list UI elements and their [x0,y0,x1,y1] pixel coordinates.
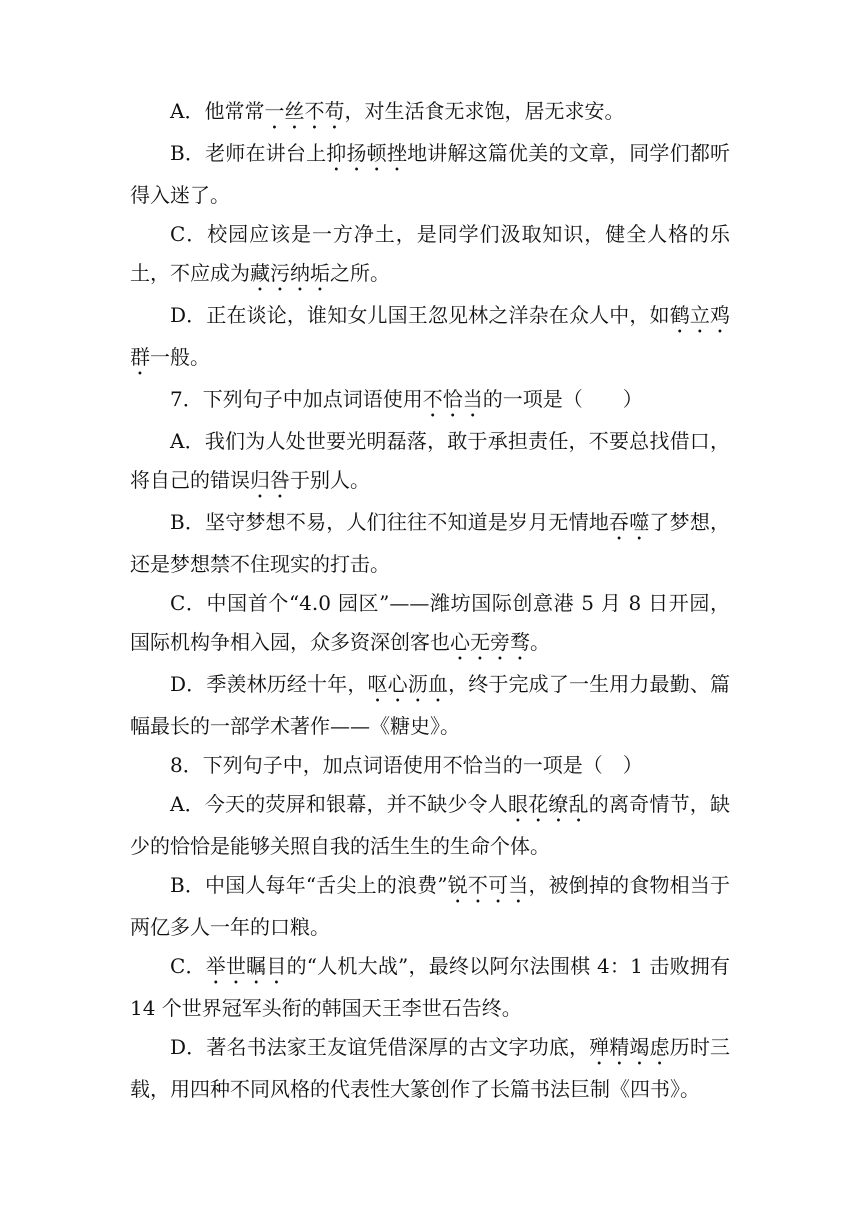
emphasized-term: 呕心沥血 [367,672,449,696]
text-segment: 地讲解这篇优美的文章，同学们都听得入迷了。 [130,141,731,207]
emphasized-term: 一丝不苟 [264,99,345,123]
paragraph-q8c [130,947,730,1028]
text-segment: 了梦想，还是梦想禁不住现实的打击。 [130,510,731,576]
text-segment: C． [170,954,206,978]
text-segment: ，终于完成了一生用力最勤、篇幅最长的一部学术著作——《糖史》。 [130,672,730,738]
text-segment: A．今天的荧屏和银幕，并不缺少令人 [170,792,508,816]
text-segment: B．坚守梦想不易，人们往往不知道是岁月无情地 [170,510,610,534]
text-segment: B．老师在讲台上 [170,141,327,165]
paragraph-q8a [130,785,730,866]
emphasized-term: 藏污纳垢 [250,261,330,285]
emphasized-term: 归咎 [250,468,290,492]
text-segment: D．季羡林历经十年， [170,672,368,696]
text-segment: 一般。 [150,345,210,369]
emphasized-term: 不恰当 [422,387,483,411]
text-segment: 之所。 [330,261,390,285]
emphasized-term: 鹤立鸡群 [130,303,730,369]
emphasized-term: 举世瞩目 [205,954,287,978]
paragraph-q6c [130,215,730,296]
text-segment: A．他常常 [170,99,265,123]
paragraph-q8b [130,866,730,947]
text-segment: B．中国人每年“舌尖上的浪费” [170,873,448,897]
paragraph-q7c [130,584,730,665]
text-segment: 8．下列句子中，加点词语使用不恰当的一项是（ ） [170,753,643,777]
emphasized-term: 眼花缭乱 [507,792,589,816]
emphasized-term: 殚精竭虑 [589,1035,670,1059]
text-segment: D．正在谈论，谁知女儿国王忽见林之洋杂在众人中，如 [170,303,670,327]
text-segment: 。 [530,630,550,654]
paragraph-q7d [130,665,730,746]
text-segment: 于别人。 [290,468,370,492]
paragraph-q8d [130,1028,730,1109]
text-segment: ，被倒掉的食物相当于两亿多人一年的口粮。 [130,873,731,939]
text-segment: 的一项是（ ） [482,387,643,411]
text-segment: 的“人机大战”，最终以阿尔法围棋 4：1 击败拥有 14 个世界冠军头衔的韩国天王李世石告终。 [130,954,730,1020]
text-segment: 7．下列句子中加点词语使用 [170,387,423,411]
text-segment: C．校园应该是一方净土，是同学们汲取知识，健全人格的乐土，不应成为 [130,222,730,285]
text-segment: ，对生活食无求饱，居无求安。 [344,99,625,123]
question-text-block [130,92,730,1109]
paragraph-q7 [130,380,730,422]
text-segment: C．中国首个“4.0 园区”——潍坊国际创意港 5 月 8 日开园，国际机构争相入园，众多资深创客也 [130,591,730,654]
paragraph-q6a [130,92,730,134]
emphasized-term: 抑扬顿挫 [326,141,408,165]
emphasized-term: 锐不可当 [447,873,529,897]
text-segment: 历时三载，用四种不同风格的代表性大篆创作了长篇书法巨制《四书》。 [130,1035,731,1101]
emphasized-term: 吞噬 [609,510,650,534]
emphasized-term: 心无旁骛 [450,630,530,654]
paragraph-q7b [130,503,730,584]
text-segment: 的离奇情节，缺少的恰恰是能够关照自我的活生生的生命个体。 [130,792,730,858]
paragraph-q7a [130,422,730,503]
text-segment: A．我们为人处世要光明磊落，敢于承担责任，不要总找借口，将自己的错误 [130,429,730,492]
paragraph-q6b [130,134,730,215]
paragraph-q6d [130,296,730,380]
text-segment: D．著名书法家王友谊凭借深厚的古文字功底， [170,1035,590,1059]
paragraph-q8 [130,746,730,785]
